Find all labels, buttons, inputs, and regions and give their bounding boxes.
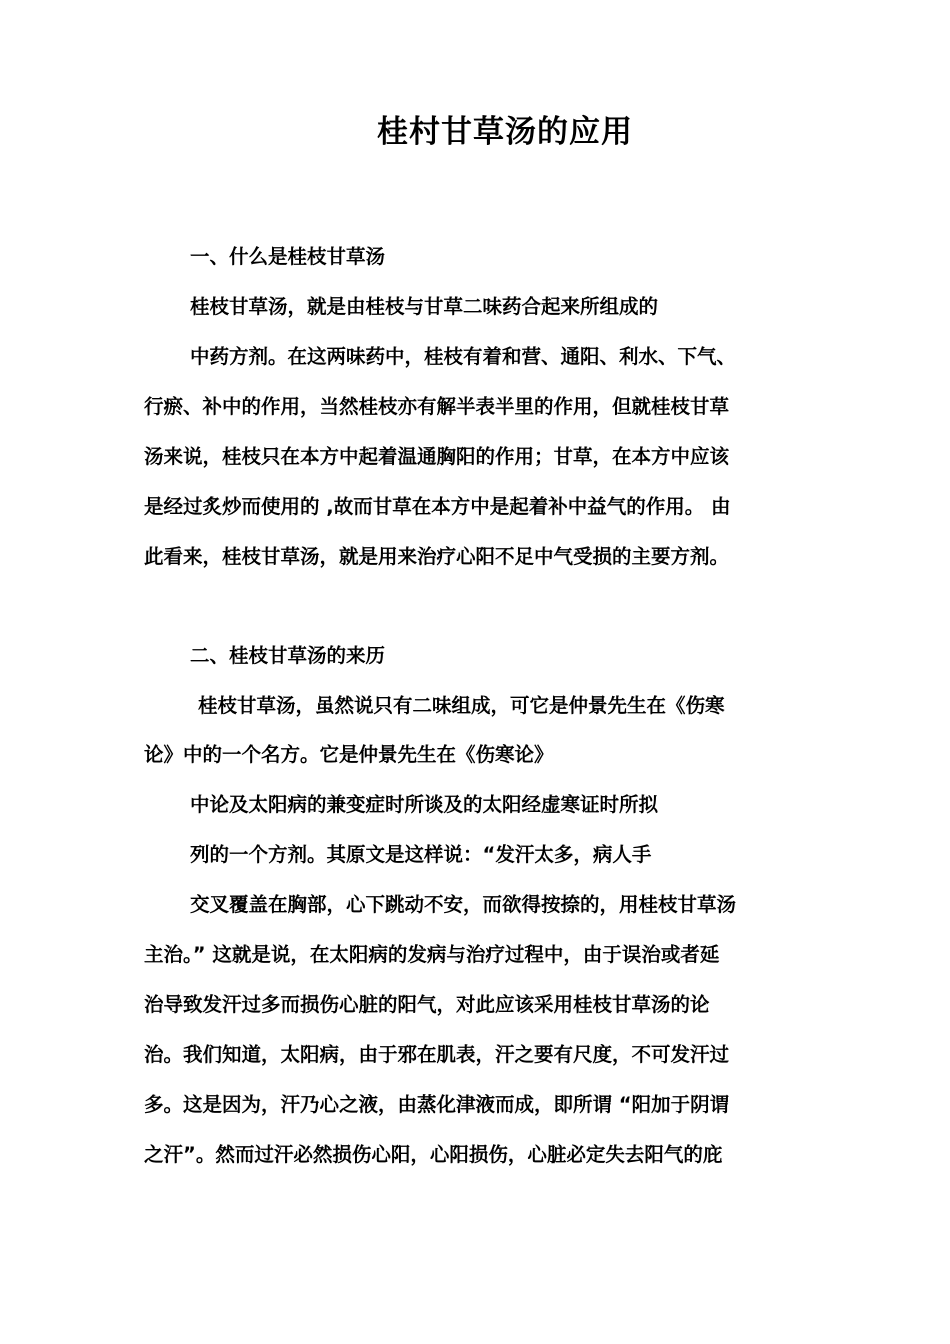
section-1-line-3: 行瘀、补中的作用，当然桂枝亦有解半表半里的作用，但就桂枝甘草 (144, 395, 730, 418)
section-2-line-6: 主治。” 这就是说，在太阳病的发病与治疗过程中，由于误治或者延 (144, 943, 720, 966)
section-1-line-1: 桂枝甘草汤，就是由桂枝与甘草二味药合起来所组成的 (190, 295, 659, 318)
section-1-heading: 一、什么是桂枝甘草汤 (190, 245, 386, 268)
section-2-heading: 二、桂枝甘草汤的来历 (190, 644, 386, 667)
section-2-line-7: 治导致发汗过多而损伤心脏的阳气，对此应该采用桂枝甘草汤的论 (144, 993, 710, 1016)
section-2-line-2: 论》中的一个名方。它是仲景先生在《伤寒论》 (144, 743, 554, 766)
section-2-line-1: 桂枝甘草汤，虽然说只有二味组成，可它是仲景先生在《伤寒 (198, 694, 725, 717)
document-title: 桂村甘草汤的应用 (377, 114, 633, 150)
section-2-line-3: 中论及太阳病的兼变症时所谈及的太阳经虚寒证时所拟 (190, 793, 659, 816)
section-1-line-6: 此看来，桂枝甘草汤，就是用来治疗心阳不足中气受损的主要方剂。 (144, 545, 730, 568)
section-1-line-4: 汤来说，桂枝只在本方中起着温通胸阳的作用；甘草，在本方中应该 (144, 445, 730, 468)
section-1-line-2: 中药方剂。在这两味药中，桂枝有着和营、通阳、利水、下气、 (190, 345, 737, 368)
section-2-line-8: 治。我们知道，太阳病，由于邪在肌表，汗之要有尺度，不可发汗过 (144, 1043, 730, 1066)
section-1-line-5: 是经过炙炒而使用的 ,故而甘草在本方中是起着补中益气的作用。 由 (144, 495, 731, 518)
section-2-line-10: 之汗”。然而过汗必然损伤心阳，心阳损伤，心脏必定失去阳气的庇 (144, 1143, 723, 1166)
section-2-line-5: 交叉覆盖在胸部，心下跳动不安，而欲得按捺的，用桂枝甘草汤 (190, 893, 737, 916)
section-2-line-9: 多。这是因为，汗乃心之液，由蒸化津液而成，即所谓 “阳加于阴谓 (144, 1093, 730, 1116)
section-2-line-4: 列的一个方剂。其原文是这样说：“发汗太多，病人手 (190, 843, 652, 866)
